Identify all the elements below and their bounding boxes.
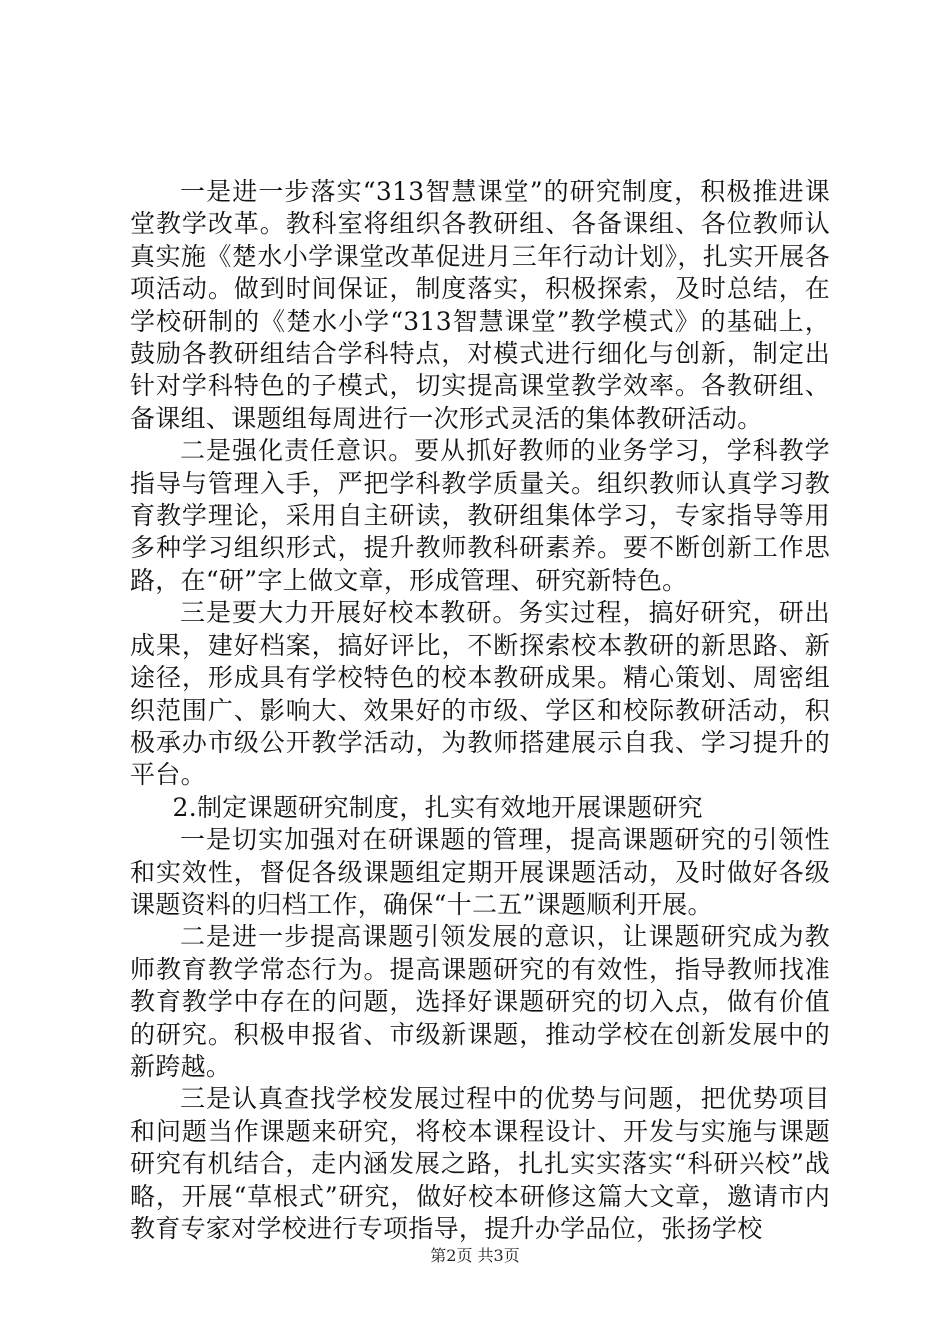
paragraph-4: 一是切实加强对在研课题的管理，提高课题研究的引领性和实效性，督促各级课题组定期开展课题活动，及时做好各级课题资料的归档工作，确保“十二五”课题顺利开展。: [130, 825, 830, 919]
paragraph-5: 二是进一步提高课题引领发展的意识，让课题研究成为教师教育教学常态行为。提高课题研究的有效性，指导教师找准教育教学中存在的问题，选择好课题研究的切入点，做有价值的研究。积极申报省、市级新课题，推动学校在创新发展中的新跨越。: [130, 922, 830, 1081]
section-heading: 2.制定课题研究制度，扎实有效地开展课题研究: [172, 792, 703, 822]
document-body: [130, 176, 830, 1245]
paragraph-3: 三是要大力开展好校本教研。务实过程，搞好研究，研出成果，建好档案，搞好评比，不断探索校本教研的新思路、新途径，形成具有学校特色的校本教研成果。精心策划、周密组织范围广、影响大、效果好的市级、学区和校际教研活动，积极承办市级公开教学活动，为教师搭建展示自我、学习提升的平台。: [130, 598, 830, 790]
page-footer: 第2页 共3页: [430, 1246, 520, 1265]
paragraph-1: 一是进一步落实“313智慧课堂”的研究制度，积极推进课堂教学改革。教科室将组织各教研组、各备课组、各位教师认真实施《楚水小学课堂改革促进月三年行动计划》，扎实开展各项活动。做到时间保证，制度落实，积极探索，及时总结，在学校研制的《楚水小学“313智慧课堂”教学模式》的基础上，鼓励各教研组结合学科特点，对模式进行细化与创新，制定出针对学科特色的子模式，切实提高课堂教学效率。各教研组、备课组、课题组每周进行一次形式灵活的集体教研活动。: [130, 177, 830, 433]
paragraph-2: 二是强化责任意识。要从抓好教师的业务学习，学科教学指导与管理入手，严把学科教学质量关。组织教师认真学习教育教学理论，采用自主研读，教研组集体学习，专家指导等用多种学习组织形式，提升教师教科研素养。要不断创新工作思路，在“研”字上做文章，形成管理、研究新特色。: [130, 436, 830, 595]
paragraph-6: 三是认真查找学校发展过程中的优势与问题，把优势项目和问题当作课题来研究，将校本课程设计、开发与实施与课题研究有机结合，走内涵发展之路，扎扎实实落实“科研兴校”战略，开展“草根式”研究，做好校本研修这篇大文章，邀请市内教育专家对学校进行专项指导，提升办学品位，张扬学校: [130, 1084, 830, 1243]
